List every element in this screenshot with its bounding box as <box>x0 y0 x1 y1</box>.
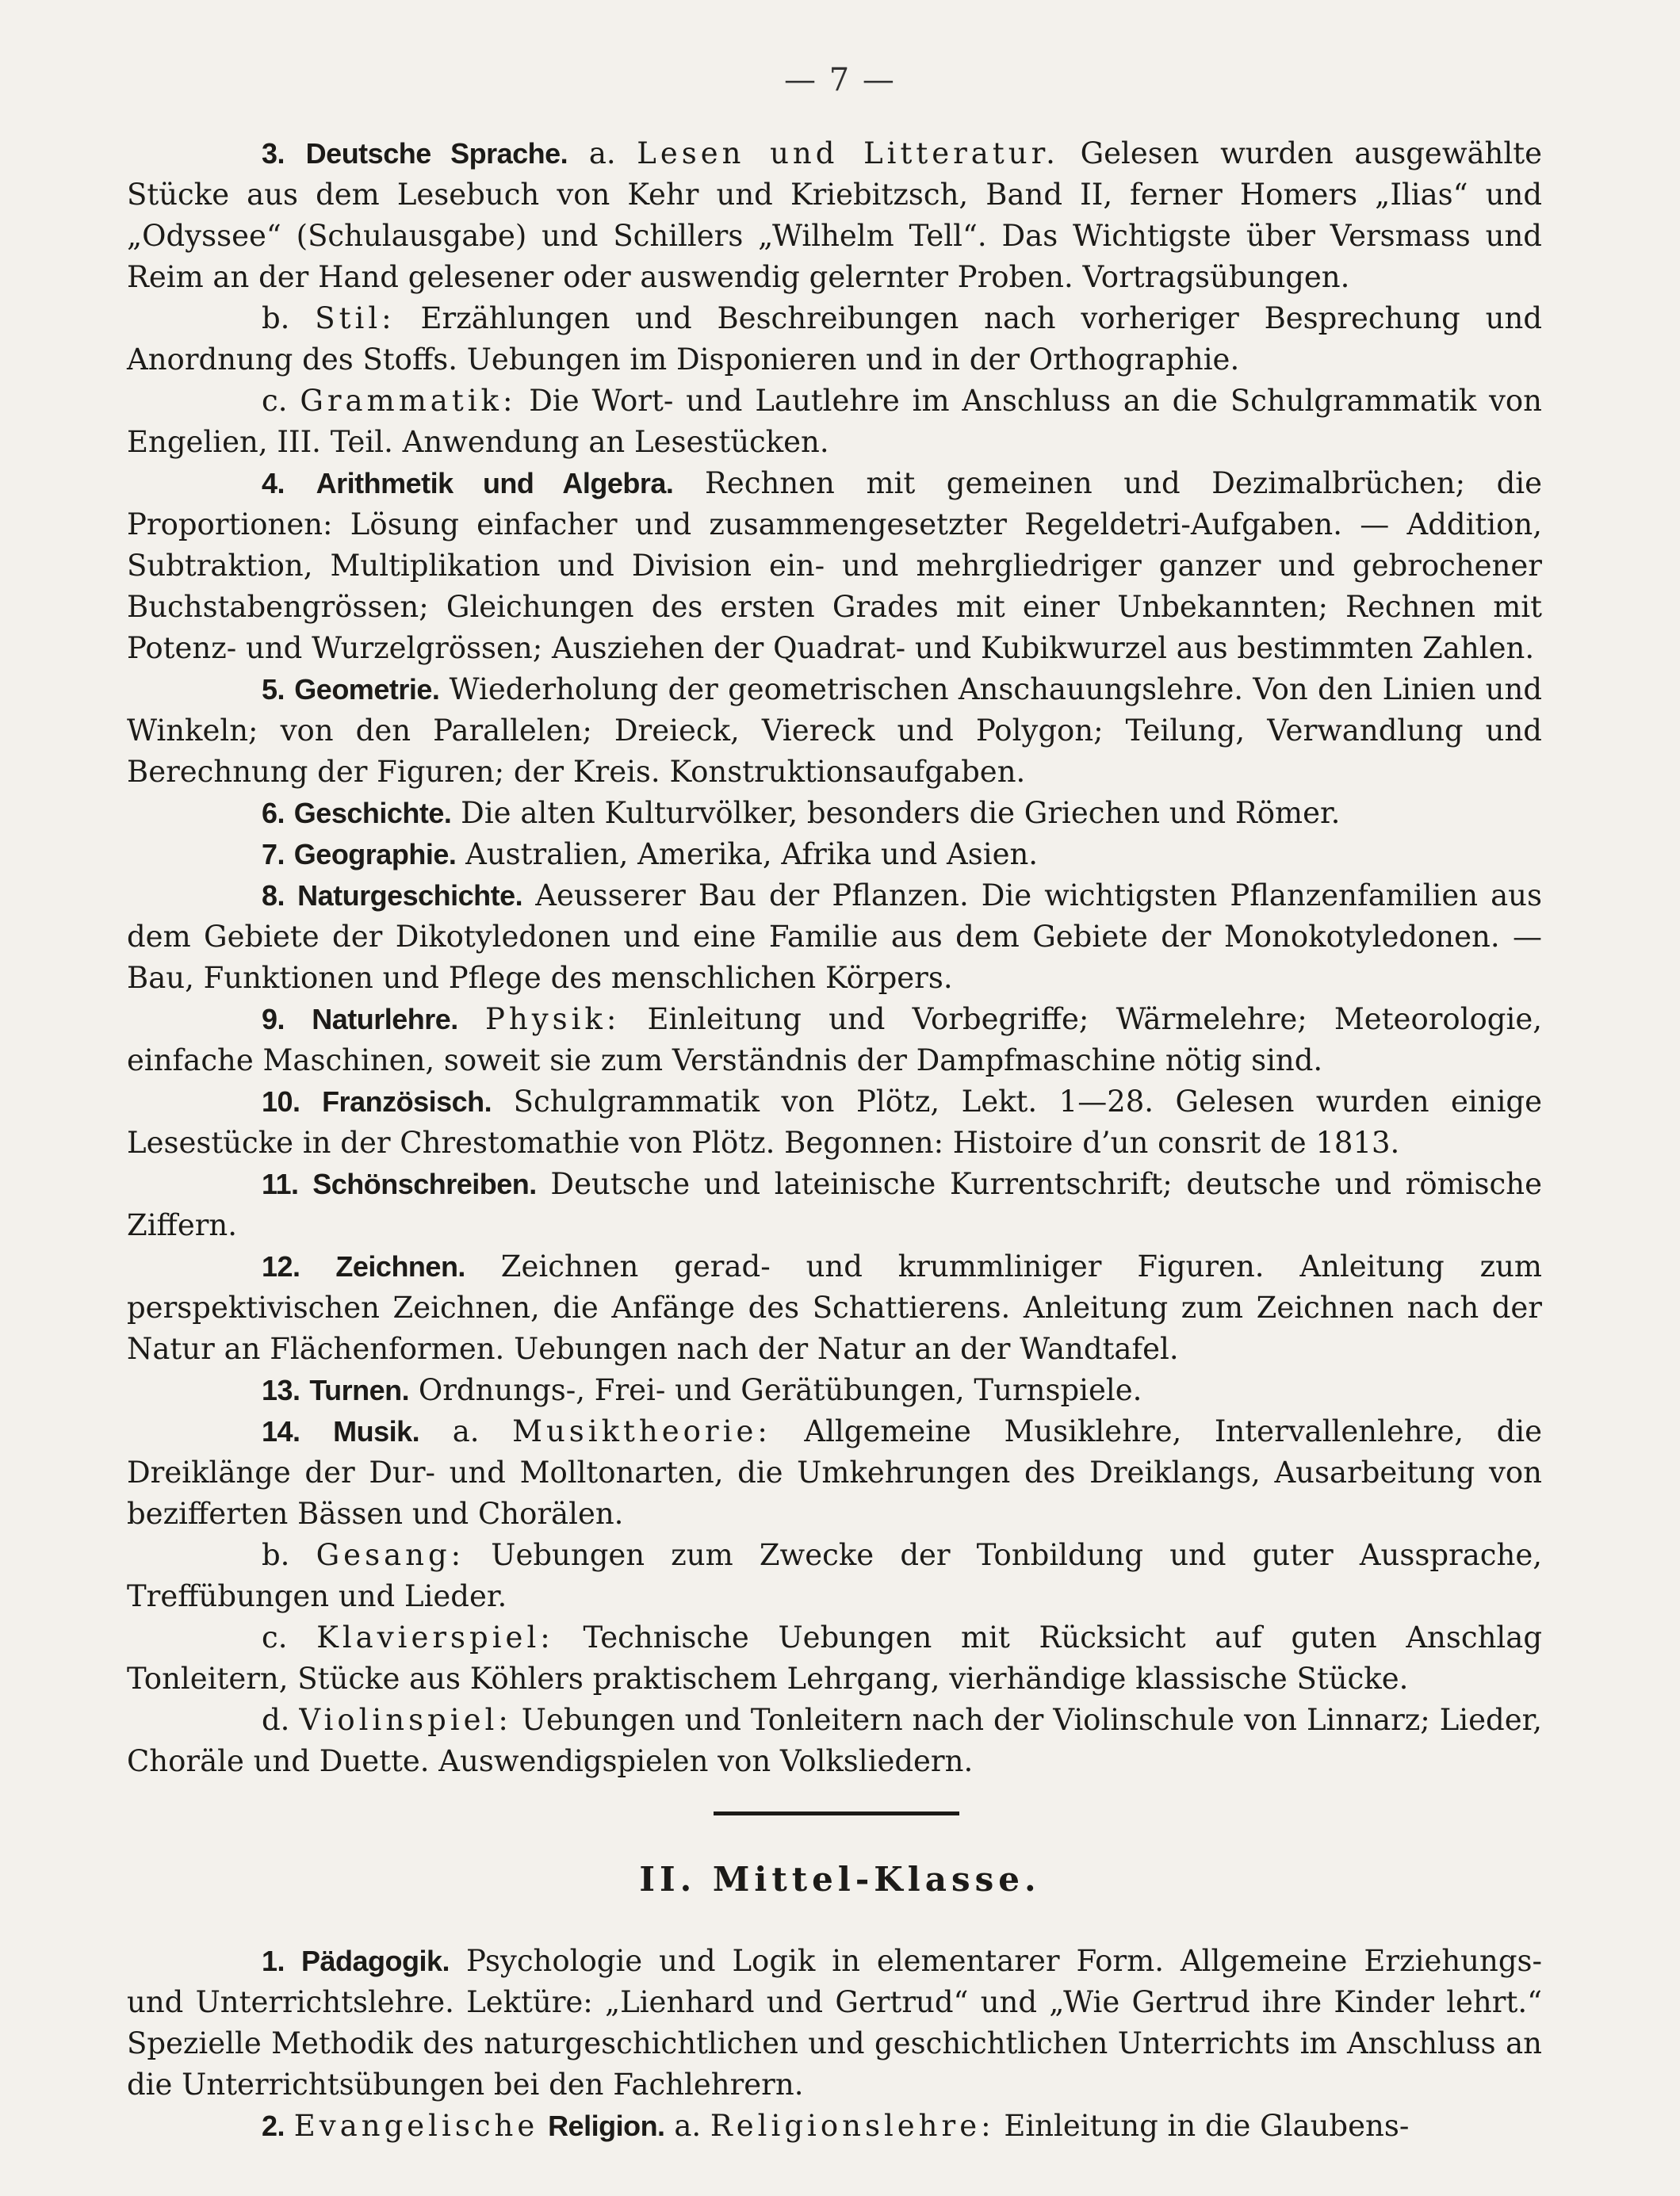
item-label: a. <box>588 136 616 170</box>
subject-text: Zeichnen gerad- und krummliniger Figuren. Anleitung zum perspektivischen Zeichnen, die Anfänge des Schattierens. Anleitung zum Zeichnen nach der Natur an Flächenformen. Uebungen nach der Natur an der Wandtafel. <box>127 1249 1542 1366</box>
page-number: — 7 — <box>784 62 896 98</box>
subject-naturlehre <box>127 999 1542 1081</box>
subject-text: Erzählungen und Beschreibungen nach vorheriger Besprechung und Anordnung des Stoffs. Uebungen im Disponieren und in der Orthographie. <box>127 301 1543 377</box>
subject-number: 11. <box>262 1168 299 1200</box>
subject-text: Einleitung und Vorbegriffe; Wärmelehre; Meteorologie, einfache Maschinen, soweit sie zum Verständnis der Dampfmaschine nötig sind. <box>127 1002 1542 1077</box>
subject-text: Aeusserer Bau der Pflanzen. Die wichtigsten Pflanzenfamilien aus dem Gebiete der Dikotyledonen und eine Familie aus dem Gebiete der Monokotyledonen. — Bau, Funktionen und Pflege des menschlichen Körpers. <box>127 878 1543 995</box>
subject-geometrie <box>127 669 1542 793</box>
subject-text: Rechnen mit gemeinen und Dezimalbrüchen; die Proportionen: Lösung einfacher und zusammengesetzter Regeldetri-Aufgaben. — Addition, Subtraktion, Multiplikation und Division ein- und mehrgliedriger ganzer und gebrochener Buchstabengrössen; Gleichungen des ersten Grades mit einer Unbekannten; Rechnen mit Potenz- und Wurzelgrössen; Ausziehen der Quadrat- und Kubikwurzel aus bestimmten Zahlen. <box>127 466 1543 665</box>
subject-number: 1. <box>262 1945 285 1977</box>
subject-text: Gelesen wurden ausgewählte Stücke aus dem Lesebuch von Kehr und Kriebitzsch, Band II, ferner Homers „Ilias“ und „Odyssee“ (Schulausgabe) und Schillers „Wilhelm Tell“. Das Wichtigste über Versmass und Reim an der Hand gelesener oder auswendig gelernter Proben. Vortragsübungen. <box>127 136 1542 294</box>
subject-title: Geometrie. <box>294 673 440 706</box>
subject-title: Arithmetik und Algebra. <box>316 467 674 499</box>
subject-text: Psychologie und Logik in elementarer Form. Allgemeine Erziehungs- und Unterrichtslehre. Lektüre: „Lienhard und Gertrud“ und „Wie Gertrud ihre Kinder lehrt.“ Spezielle Methodik des naturgeschichtlichen und geschichtlichen Unterrichts im Anschluss an die Unterrichtsübungen bei den Fachlehrern. <box>127 1944 1543 2102</box>
subject-number: 10. <box>262 1085 300 1118</box>
subject-title: Schönschreiben. <box>312 1168 537 1200</box>
subject-title-part: Evangelische <box>293 2109 539 2143</box>
subject-text: Einleitung in die Glaubens- <box>1004 2109 1410 2143</box>
subject-religion <box>127 2106 1542 2147</box>
subject-paedagogik <box>127 1941 1542 2106</box>
subject-title: Turnen. <box>309 1374 410 1406</box>
item-label: d. <box>262 1703 290 1737</box>
subject-franzoesisch <box>127 1081 1542 1164</box>
section-divider <box>714 1812 959 1815</box>
subject-schoenschreiben <box>127 1164 1542 1246</box>
item-label: a. <box>452 1414 480 1448</box>
subject-musik-d <box>127 1700 1542 1782</box>
subject-musik <box>127 1411 1542 1535</box>
subject-deutsche-sprache <box>127 133 1542 298</box>
subject-title: Französisch. <box>322 1085 492 1118</box>
subject-text: Uebungen zum Zwecke der Tonbildung und guter Aussprache, Treffübungen und Lieder. <box>127 1538 1543 1613</box>
subject-deutsche-sprache-c <box>127 381 1542 463</box>
subject-title: Geographie. <box>293 838 457 870</box>
item-topic: Violinspiel: <box>299 1703 512 1737</box>
item-topic: Klavierspiel: <box>316 1620 554 1655</box>
item-label: b. <box>262 301 290 335</box>
subject-arithmetik <box>127 463 1542 669</box>
subject-geschichte <box>127 793 1542 834</box>
item-label: a. <box>674 2109 702 2143</box>
subject-text: Wiederholung der geometrischen Anschauungslehre. Von den Linien und Winkeln; von den Parallelen; Dreieck, Viereck und Polygon; Teilung, Verwandlung und Berechnung der Figuren; der Kreis. Konstruktionsaufgaben. <box>127 672 1543 789</box>
lower-section <box>127 1941 1542 2147</box>
subject-title: Deutsche Sprache. <box>305 137 568 170</box>
subject-musik-c <box>127 1617 1542 1700</box>
subject-text: Technische Uebungen mit Rücksicht auf guten Anschlag Tonleitern, Stücke aus Köhlers praktischem Lehrgang, vierhändige klassische Stücke. <box>127 1620 1543 1696</box>
subject-deutsche-sprache-b <box>127 298 1542 381</box>
subject-title: Pädagogik. <box>301 1945 450 1977</box>
subject-zeichnen <box>127 1246 1542 1370</box>
subject-number: 14. <box>262 1415 300 1448</box>
item-topic: Physik: <box>484 1002 621 1036</box>
subject-title: Geschichte. <box>293 797 452 829</box>
item-topic: Musiktheorie: <box>512 1414 771 1448</box>
item-topic: Grammatik: <box>300 384 517 418</box>
subject-title: Religion. <box>548 2110 665 2142</box>
subject-text: Deutsche und lateinische Kurrentschrift; deutsche und römische Ziffern. <box>127 1167 1542 1242</box>
item-label: c. <box>262 1620 288 1655</box>
subject-number: 3. <box>262 137 285 170</box>
subject-title: Naturlehre. <box>312 1003 458 1035</box>
subject-geographie <box>127 834 1542 875</box>
item-topic: Religionslehre: <box>710 2109 995 2143</box>
subject-text: Die Wort- und Lautlehre im Anschluss an die Schulgrammatik von Engelien, III. Teil. Anwendung an Lesestücken. <box>127 384 1543 459</box>
section-heading: II. Mittel-Klasse. <box>639 1860 1041 1899</box>
subject-text: Schulgrammatik von Plötz, Lekt. 1—28. Gelesen wurden einige Lesestücke in der Chrestomathie von Plötz. Begonnen: Histoire d’un consrit de 1813. <box>127 1085 1543 1160</box>
subject-number: 2. <box>262 2110 285 2142</box>
item-topic: Lesen und Litteratur. <box>637 136 1059 170</box>
subject-text: Ordnungs-, Frei- und Gerätübungen, Turnspiele. <box>418 1373 1142 1407</box>
item-topic: Gesang: <box>316 1538 465 1572</box>
subject-text: Australien, Amerika, Afrika und Asien. <box>465 837 1039 871</box>
subject-number: 5. <box>262 673 285 706</box>
subject-text: Allgemeine Musiklehre, Intervallenlehre, die Dreiklänge der Dur- und Molltonarten, die Umkehrungen des Dreiklangs, Ausarbeitung von bezifferten Bässen und Chorälen. <box>127 1414 1542 1531</box>
subject-turnen <box>127 1370 1542 1411</box>
item-label: c. <box>262 384 288 418</box>
subject-number: 6. <box>262 797 285 829</box>
subject-number: 9. <box>262 1003 285 1035</box>
subject-number: 7. <box>262 838 285 870</box>
subject-title: Musik. <box>333 1415 420 1448</box>
subject-number: 4. <box>262 467 285 499</box>
subject-number: 8. <box>262 879 285 912</box>
item-topic: Stil: <box>315 301 396 335</box>
subject-text: Uebungen und Tonleitern nach der Violinschule von Linnarz; Lieder, Choräle und Duette. Auswendigspielen von Volksliedern. <box>127 1703 1542 1778</box>
subject-title: Zeichnen. <box>335 1250 465 1283</box>
subject-title: Naturgeschichte. <box>297 879 523 912</box>
subject-number: 13. <box>262 1374 300 1406</box>
upper-section <box>127 133 1542 1782</box>
item-label: b. <box>262 1538 290 1572</box>
subject-musik-b <box>127 1535 1542 1617</box>
subject-number: 12. <box>262 1250 300 1283</box>
subject-naturgeschichte <box>127 875 1542 999</box>
subject-text: Die alten Kulturvölker, besonders die Griechen und Römer. <box>461 796 1341 830</box>
